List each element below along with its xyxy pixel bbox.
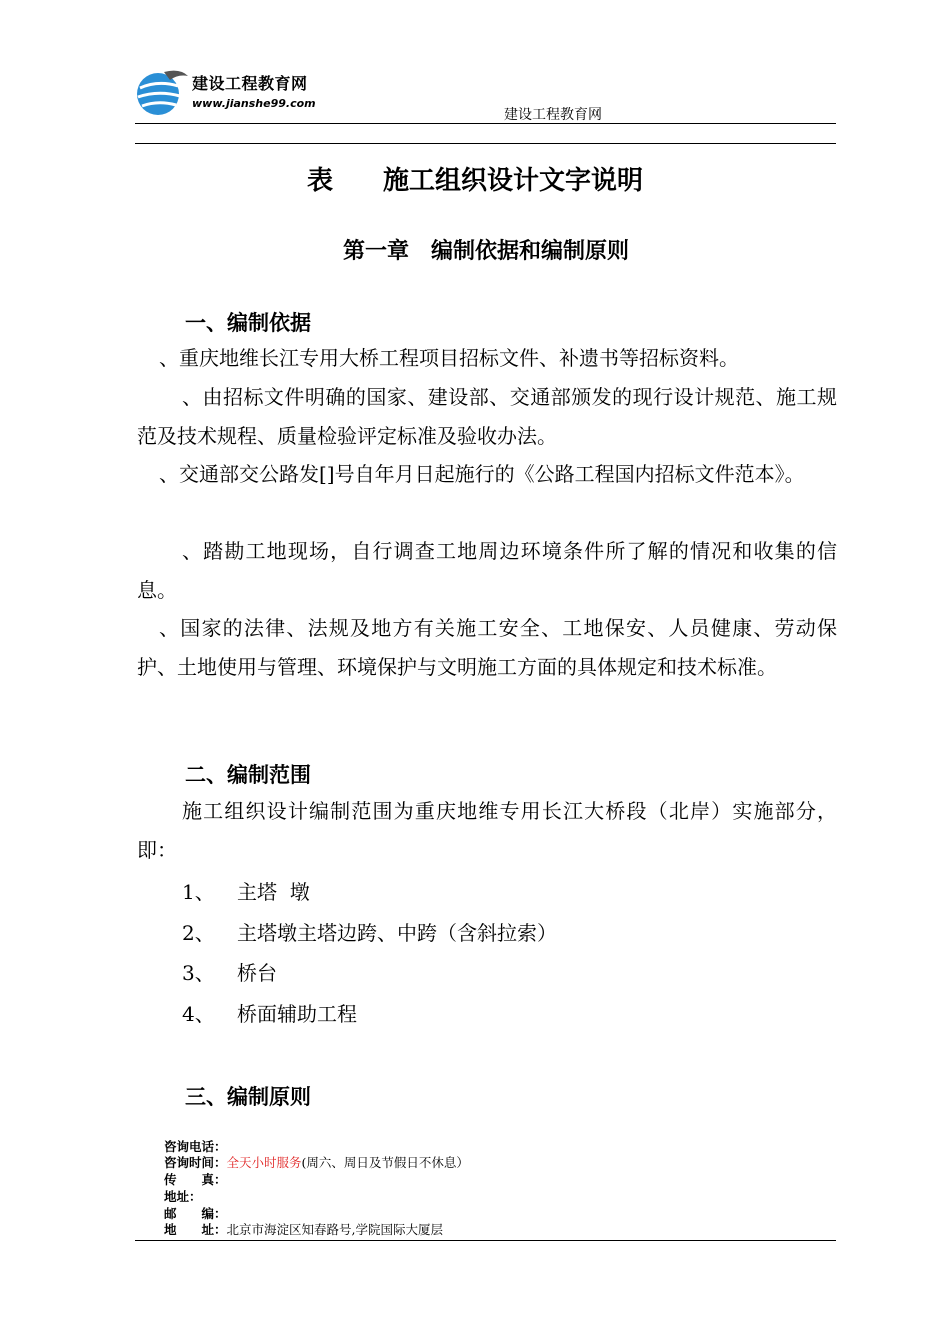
footer-phone-label: 咨询电话： [164, 1139, 227, 1154]
chapter-number: 第一章 [342, 239, 409, 264]
chapter-name: 编制依据和编制原则 [431, 239, 630, 264]
footer-time-highlight: 全天小时服务 [226, 1155, 302, 1170]
footer-address [164, 1222, 443, 1238]
list-item-number: 1、 [182, 880, 215, 904]
paragraph: 、交通部交公路发[]号自年月日起施行的《公路工程国内招标文件范本》。 [159, 462, 805, 486]
header-divider [135, 123, 836, 124]
list-item-text: 主塔墩主塔边跨、中跨（含斜拉索） [237, 921, 557, 945]
footer-fax-label: 传 真： [164, 1172, 227, 1187]
section-heading-3: 三、编制原则 [185, 1085, 311, 1109]
paragraph: 、重庆地维长江专用大桥工程项目招标文件、补遗书等招标资料。 [159, 346, 739, 370]
header-site-name: 建设工程教育网 [504, 107, 602, 123]
list-item-text: 桥台 [237, 961, 277, 985]
section-heading-1: 一、编制依据 [185, 311, 311, 335]
logo-title: 建设工程教育网 [192, 74, 308, 93]
document-title [0, 160, 950, 197]
paragraph: 施工组织设计编制范围为重庆地维专用长江大桥段（北岸）实施部分，即： [137, 799, 837, 862]
list-item-text: 主塔 墩 [237, 880, 310, 904]
title-prefix: 表 [306, 166, 333, 196]
footer-address-label: 地 址： [164, 1222, 227, 1237]
footer-time-label: 咨询时间： [164, 1155, 227, 1170]
paragraph: 、踏勘工地现场，自行调查工地周边环境条件所了解的情况和收集的信息。 [137, 539, 837, 602]
logo-globe-icon [134, 66, 190, 120]
chapter-heading [0, 234, 950, 265]
footer-post [164, 1206, 227, 1222]
list-item-number: 4、 [182, 1002, 215, 1026]
logo-url: www.jianshe99.com [192, 97, 316, 110]
footer-address-value: 北京市海淀区知春路号,学院国际大厦层 [226, 1222, 443, 1237]
footer-fax [164, 1172, 227, 1188]
section-heading-2: 二、编制范围 [185, 763, 311, 787]
footer-divider [135, 1240, 836, 1241]
list-item-number: 2、 [182, 921, 215, 945]
footer-phone [164, 1139, 227, 1155]
footer-addr-label: 地址： [164, 1189, 202, 1204]
footer-addr [164, 1189, 202, 1205]
paragraph: 、由招标文件明确的国家、建设部、交通部颁发的现行设计规范、施工规范及技术规程、质量检验评定标准及验收办法。 [137, 385, 837, 448]
paragraph: 、国家的法律、法规及地方有关施工安全、工地保安、人员健康、劳动保护、土地使用与管理、环境保护与文明施工方面的具体规定和技术标准。 [137, 616, 837, 679]
list-item-number: 3、 [182, 961, 215, 985]
title-main: 施工组织设计文字说明 [383, 166, 644, 196]
footer-post-label: 邮 编： [164, 1206, 227, 1221]
list-item-text: 桥面辅助工程 [237, 1002, 357, 1026]
header-divider-lower [135, 143, 836, 144]
footer-time-note: (周六、周日及节假日不休息） [301, 1155, 469, 1170]
footer-time [164, 1155, 469, 1171]
